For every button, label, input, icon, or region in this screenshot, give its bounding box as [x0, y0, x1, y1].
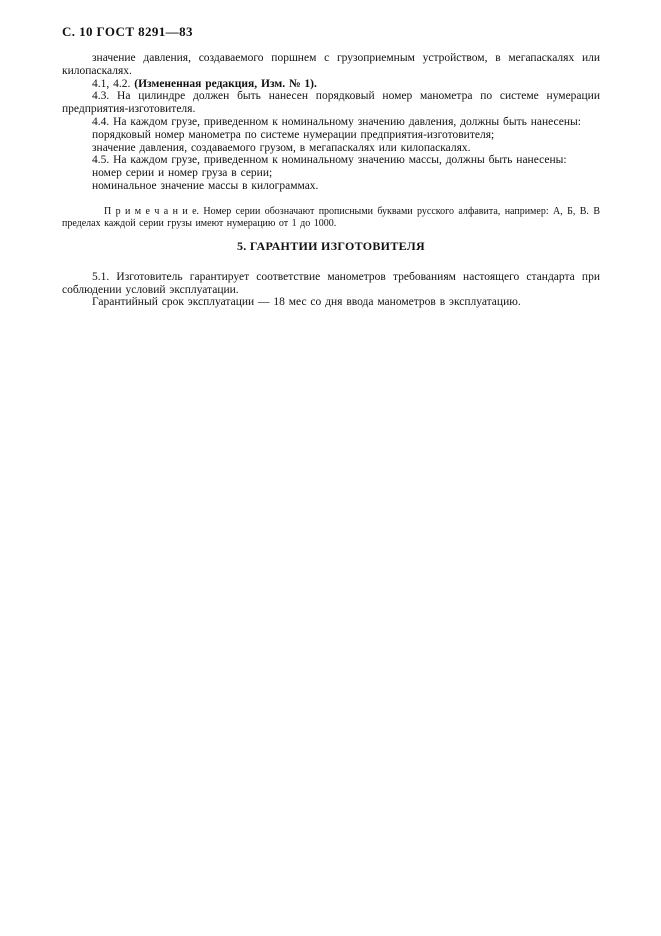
paragraph-4-1-4-2: [62, 78, 600, 91]
list-item-nominal-mass: номинальное значение массы в килограммах.: [92, 179, 319, 192]
running-title: С. 10 ГОСТ 8291—83: [62, 24, 193, 39]
section-5-heading: 5. ГАРАНТИИ ИЗГОТОВИТЕЛЯ: [237, 238, 425, 253]
note-paragraph: П р и м е ч а н и е. Номер серии обозначают прописными буквами русского алфавита, например: А, Б, В. В пределах каждой серии грузы имеют нумерацию от 1 до 1000.: [62, 205, 600, 229]
amended-edition-note: (Измененная редакция, Изм. № 1).: [134, 77, 317, 90]
paragraph-warranty-period: Гарантийный срок эксплуатации — 18 мес со дня ввода манометров в эксплуатацию.: [92, 296, 521, 309]
page-header: [62, 24, 193, 40]
text-column: [62, 52, 600, 309]
list-item-serial-number: порядковый номер манометра по системе нумерации предприятия-изготовителя;: [92, 128, 495, 141]
paragraph-4-3: 4.3. На цилиндре должен быть нанесен порядковый номер манометра по системе нумерации предприятия-изготовителя.: [62, 90, 600, 116]
paragraph-4-4: 4.4. На каждом грузе, приведенном к номинальному значению давления, должны быть нанесены:: [92, 115, 581, 128]
paragraph-pressure-value: значение давления, создаваемого поршнем с грузоприемным устройством, в мегапаскалях или килопаскалях.: [62, 52, 600, 77]
list-item-series-number: номер серии и номер груза в серии;: [92, 167, 273, 180]
paragraph-5-1: 5.1. Изготовитель гарантирует соответствие манометров требованиям настоящего стандарта при соблюдении условий эксплуатации.: [62, 270, 600, 296]
list-item-pressure-value: значение давления, создаваемого грузом, в мегапаскалях или килопаскалях.: [92, 141, 471, 154]
paragraph-4-5: 4.5. На каждом грузе, приведенном к номинальному значению массы, должны быть нанесены:: [92, 154, 567, 167]
clause-4-1-4-2-number: 4.1, 4.2.: [92, 77, 135, 90]
